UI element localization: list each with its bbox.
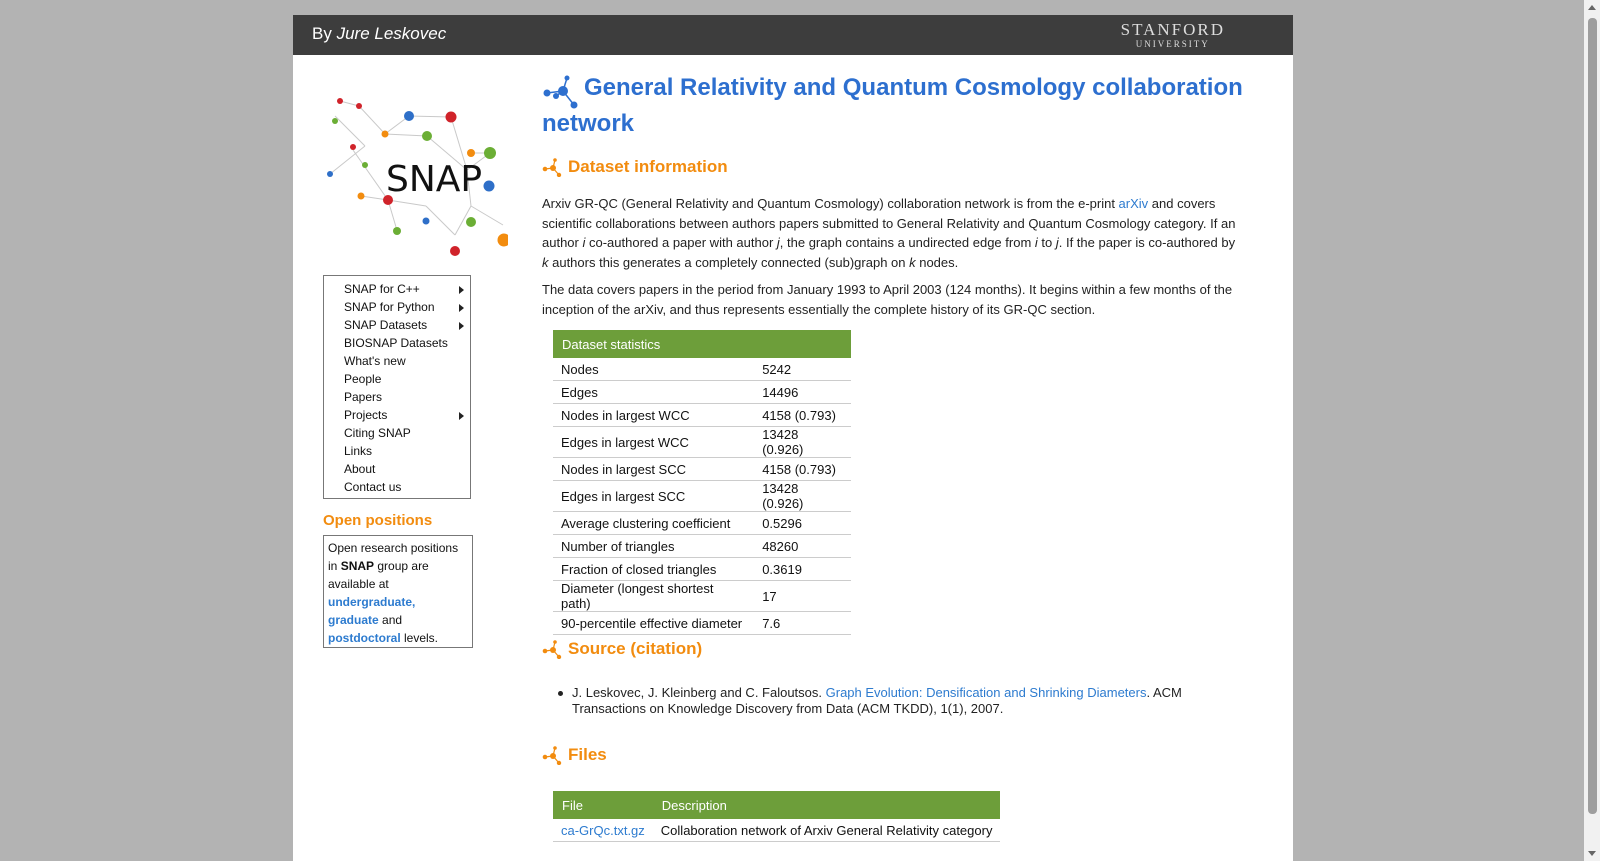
submenu-arrow-icon [459, 412, 464, 420]
page-title-line1: General Relativity and Quantum Cosmology collaboration [584, 74, 1243, 101]
menu-item-whats-new[interactable]: What's new [344, 354, 406, 368]
table-row: 90-percentile effective diameter 7.6 [553, 612, 851, 635]
submenu-arrow-icon [459, 322, 464, 330]
table-row: Diameter (longest shortest path) 17 [553, 581, 851, 612]
link-arxiv[interactable]: arXiv [1118, 196, 1149, 211]
open-positions-title: Open positions [323, 512, 433, 529]
menu-item-citing-snap[interactable]: Citing SNAP [344, 426, 411, 440]
table-row: Nodes 5242 [553, 358, 851, 381]
section-files [542, 744, 607, 766]
snap-logo-text: SNAP [386, 159, 483, 200]
page [293, 15, 1293, 861]
stanford-logo[interactable] [1121, 21, 1225, 50]
menu-item-contact-us[interactable]: Contact us [344, 480, 402, 494]
scrollbar[interactable] [1584, 0, 1600, 861]
main-content [542, 70, 1262, 142]
table-row: Average clustering coefficient 0.5296 [553, 512, 851, 535]
section-files-title: Files [568, 745, 607, 764]
table-row: ca-GrQc.txt.gz Collaboration network of Arxiv General Relativity category [553, 819, 1000, 842]
page-title [542, 70, 1262, 106]
stanford-university: UNIVERSITY [1135, 39, 1210, 49]
files-header-file: File [553, 791, 653, 819]
dataset-statistics-table [553, 330, 851, 635]
dataset-period-description: The data covers papers in the period from January 1993 to April 2003 (124 months). It begins within a few months of the inception of the arXiv, and thus represents essentially the complete history of its GR-QC section. [542, 282, 1233, 317]
section-network-icon [542, 639, 562, 659]
stats-header: Dataset statistics [553, 330, 851, 358]
byline-prefix: By [312, 24, 332, 43]
scroll-up-arrow-icon[interactable] [1588, 5, 1596, 10]
link-postdoctoral[interactable]: postdoctoral [328, 631, 401, 645]
link-citation-paper[interactable]: Graph Evolution: Densification and Shrinking Diameters [825, 685, 1147, 700]
table-row: Edges in largest SCC 13428 (0.926) [553, 481, 851, 512]
table-row: Nodes in largest WCC 4158 (0.793) [553, 404, 851, 427]
menu-item-projects[interactable]: Projects [324, 406, 470, 424]
files-table [553, 791, 1000, 842]
top-bar [293, 15, 1293, 55]
table-row: Edges 14496 [553, 381, 851, 404]
bullet [558, 691, 563, 696]
link-undergraduate[interactable]: undergraduate, [328, 595, 416, 609]
menu-item-snap-python[interactable]: SNAP for Python [324, 298, 470, 316]
files-header-description: Description [653, 791, 1001, 819]
network-icon [542, 73, 578, 109]
snap-logo[interactable] [318, 85, 508, 265]
menu-item-papers[interactable]: Papers [344, 390, 383, 404]
section-dataset-info-title: Dataset information [568, 157, 728, 176]
open-positions-box: Open research positions in SNAP group are available at undergraduate, graduate and postdoctoral levels. [323, 535, 473, 648]
table-row: Number of triangles 48260 [553, 535, 851, 558]
citation-item: J. Leskovec, J. Kleinberg and C. Faloutsos. Graph Evolution: Densification and Shrinking Diameters. ACM Transactions on Knowledge Discovery from Data (ACM TKDD), 1(1), 2007. [572, 685, 1212, 717]
stanford-name: STANFORD [1120, 20, 1225, 39]
dataset-description: Arxiv GR-QC (General Relativity and Quantum Cosmology) collaboration network is from the e-print arXiv and covers scientific collaborations between authors papers submitted to General Relativity and Quantum Cosmology category. If an author i co-authored a paper with author j, the graph contains a undirected edge from i to j. If the paper is co-authored by k authors this generates a completely connected (sub)graph on k nodes. [542, 196, 1236, 270]
menu-item-people[interactable]: People [344, 372, 382, 386]
byline [312, 24, 446, 44]
section-dataset-info [542, 156, 728, 178]
nav-menu [323, 275, 471, 499]
table-row: Fraction of closed triangles 0.3619 [553, 558, 851, 581]
byline-author[interactable]: Jure Leskovec [336, 24, 447, 43]
menu-item-snap-datasets[interactable]: SNAP Datasets [324, 316, 470, 334]
table-row: Edges in largest WCC 13428 (0.926) [553, 427, 851, 458]
menu-item-snap-cpp[interactable]: SNAP for C++ [324, 280, 470, 298]
section-source [542, 638, 702, 660]
menu-item-about[interactable]: About [344, 462, 376, 476]
scrollbar-thumb[interactable] [1588, 18, 1597, 814]
file-download-link[interactable]: ca-GrQc.txt.gz [561, 822, 645, 838]
table-row: Nodes in largest SCC 4158 (0.793) [553, 458, 851, 481]
section-network-icon [542, 745, 562, 765]
section-source-title: Source (citation) [568, 639, 703, 658]
submenu-arrow-icon [459, 286, 464, 294]
menu-item-biosnap-datasets[interactable]: BIOSNAP Datasets [344, 336, 448, 350]
menu-item-links[interactable]: Links [344, 444, 373, 458]
page-title-line2: network [542, 110, 635, 137]
submenu-arrow-icon [459, 304, 464, 312]
link-graduate[interactable]: graduate [328, 613, 379, 627]
scroll-down-arrow-icon[interactable] [1588, 851, 1596, 856]
section-network-icon [542, 157, 562, 177]
